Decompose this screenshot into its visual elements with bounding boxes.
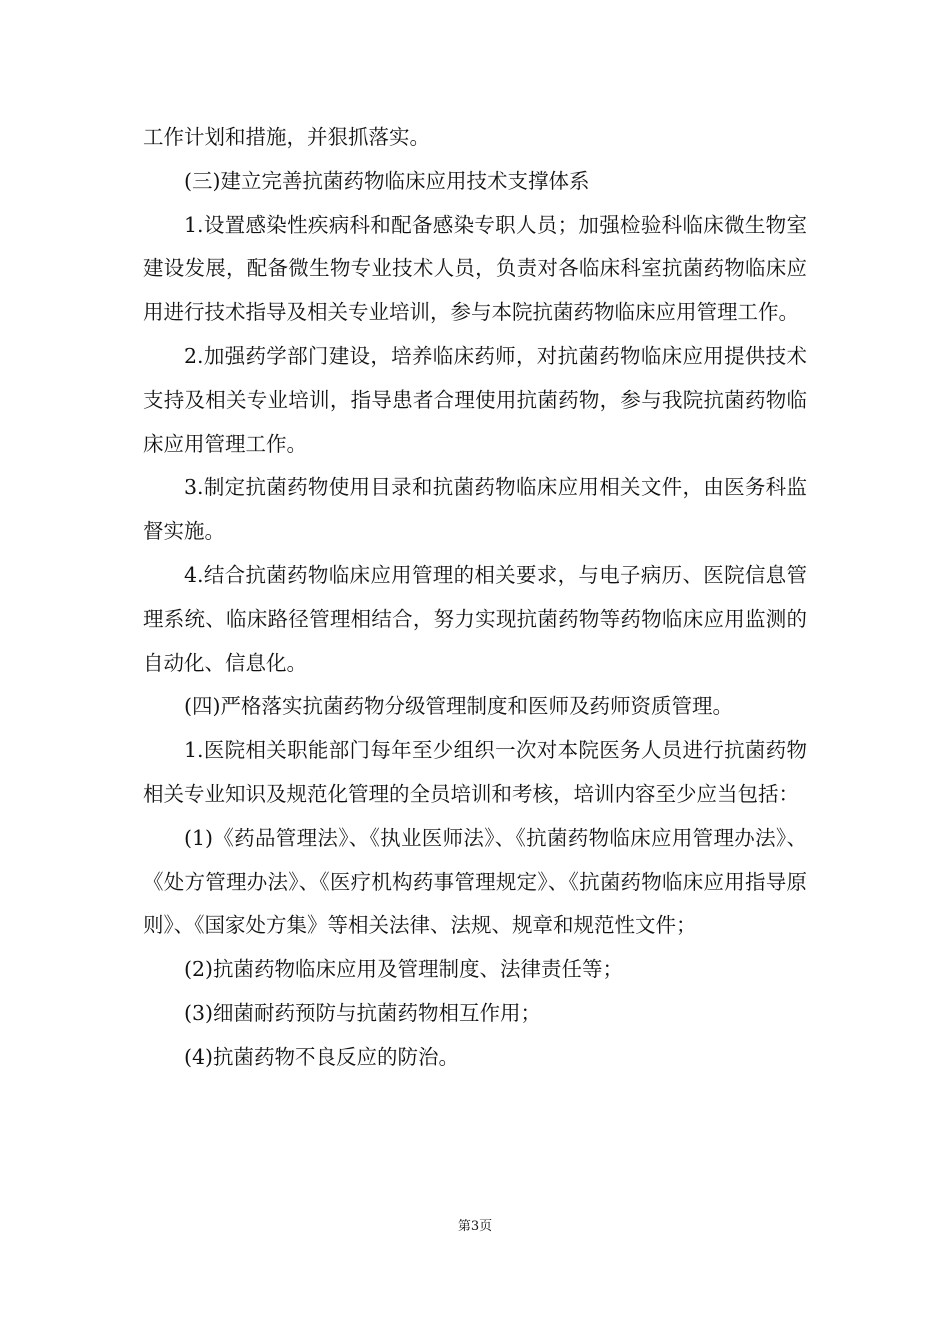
list-item-sub-2: (2)抗菌药物临床应用及管理制度、法律责任等； — [184, 957, 624, 982]
document-body — [143, 116, 807, 1080]
list-item-sub-3: (3)细菌耐药预防与抗菌药物相互作用； — [184, 1000, 542, 1025]
section-heading-four: (四)严格落实抗菌药物分级管理制度和医师及药师资质管理。 — [184, 694, 733, 719]
paragraph-training-item-1: 1.医院相关职能部门每年至少组织一次对本院医务人员进行抗菌药物相关专业知识及规范化管理的全员培训和考核，培训内容至少应当包括： — [143, 738, 807, 806]
paragraph-continuation: 工作计划和措施，并狠抓落实。 — [143, 125, 430, 149]
paragraph-item-1: 1.设置感染性疾病科和配备感染专职人员；加强检验科临床微生物室建设发展，配备微生物专业技术人员，负责对各临床科室抗菌药物临床应用进行技术指导及相关专业培训，参与本院抗菌药物临床应用管理工作。 — [143, 212, 807, 325]
paragraph-item-3: 3.制定抗菌药物使用目录和抗菌药物临床应用相关文件，由医务科监督实施。 — [143, 475, 807, 544]
paragraph-item-4: 4.结合抗菌药物临床应用管理的相关要求，与电子病历、医院信息管理系统、临床路径管理相结合，努力实现抗菌药物等药物临床应用监测的自动化、信息化。 — [143, 562, 807, 675]
section-heading-three: (三)建立完善抗菌药物临床应用技术支撑体系 — [184, 168, 590, 193]
list-item-sub-4: (4)抗菌药物不良反应的防治。 — [184, 1044, 460, 1069]
page-number-footer: 第3页 — [457, 1219, 493, 1234]
list-item-sub-1: (1)《药品管理法》、《执业医师法》、《抗菌药物临床应用管理办法》、《处方管理办法》、《医疗机构药事管理规定》、《抗菌药物临床应用指导原则》、《国家处方集》等相关法律、法规、规章和规范性文件； — [143, 825, 807, 938]
paragraph-item-2: 2.加强药学部门建设，培养临床药师，对抗菌药物临床应用提供技术支持及相关专业培训，指导患者合理使用抗菌药物，参与我院抗菌药物临床应用管理工作。 — [143, 343, 807, 456]
